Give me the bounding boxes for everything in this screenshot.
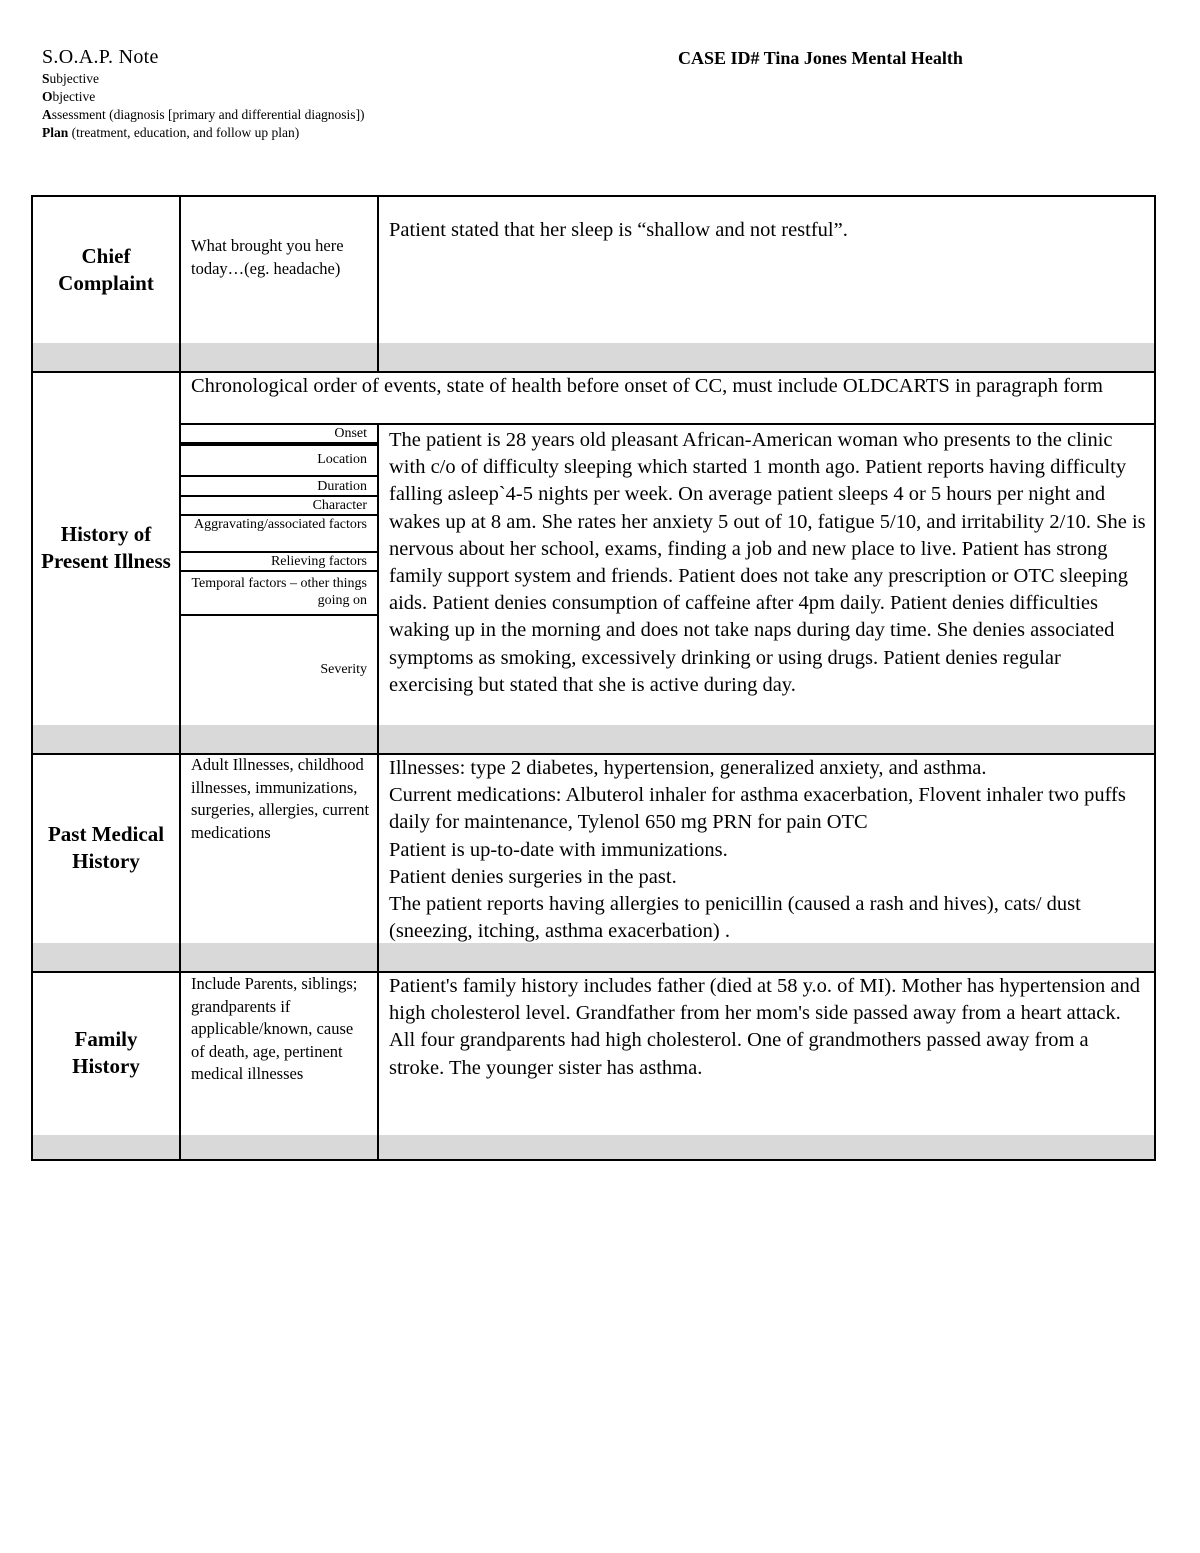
pmh-content xyxy=(389,755,1148,945)
chief-complaint-label: Chief Complaint xyxy=(58,244,154,295)
pmh-line: Patient denies surgeries in the past. xyxy=(389,865,677,888)
family-history-prompt: Include Parents, siblings; grandparents if applicable/known, cause of death, age, pertinent medical illnesses xyxy=(191,974,358,1083)
document-header xyxy=(42,44,1162,154)
case-id: CASE ID# Tina Jones Mental Health xyxy=(678,48,963,68)
soap-table xyxy=(31,195,1156,1161)
oldcarts-temporal: Temporal factors – other things going on xyxy=(191,576,367,608)
oldcarts-location: Location xyxy=(317,452,367,467)
pmh-prompt: Adult Illnesses, childhood illnesses, immunizations, surgeries, allergies, current medications xyxy=(191,755,370,842)
oldcarts-character: Character xyxy=(312,498,367,513)
pmh-line: Current medications: Albuterol inhaler for asthma exacerbation, Flovent inhaler two puffs daily for maintenance, Tylenol 650 mg PRN for pain OTC xyxy=(389,784,1126,834)
hpi-label: History of Present Illness xyxy=(41,522,171,573)
pmh-label: Past Medical History xyxy=(47,822,165,873)
pmh-row xyxy=(33,753,1154,945)
oldcarts-aggravating: Aggravating/associated factors xyxy=(194,517,367,532)
oldcarts-list xyxy=(181,425,379,725)
chief-complaint-content: Patient stated that her sleep is “shallow and not restful”. xyxy=(389,219,848,241)
spacer-row xyxy=(33,343,1154,373)
chief-complaint-row xyxy=(33,197,1154,345)
spacer-row xyxy=(33,943,1154,973)
family-history-content: Patient's family history includes father (died at 58 y.o. of MI). Mother has hypertension and high cholesterol level. Grandfather from her mom's side passed away from a heart attack. All four grandparents had high cholesterol. One of grandmothers passed away from a stroke. The younger sister has asthma. xyxy=(389,975,1141,1079)
family-history-row xyxy=(33,971,1154,1137)
oldcarts-onset: Onset xyxy=(334,426,367,441)
hpi-row xyxy=(33,371,1154,727)
pmh-line: Patient is up-to-date with immunizations. xyxy=(389,838,728,861)
pmh-line: The patient reports having allergies to penicillin (caused a rash and hives), cats/ dust (sneezing, itching, asthma exacerbation) . xyxy=(389,893,1081,943)
document-title: S.O.A.P. Note xyxy=(42,46,159,68)
hpi-instruction: Chronological order of events, state of health before onset of CC, must include OLDCARTS in paragraph form xyxy=(181,371,1154,425)
soap-subjective: Subjective xyxy=(42,71,99,86)
spacer-row xyxy=(33,1135,1154,1159)
spacer-row xyxy=(33,725,1154,755)
chief-complaint-prompt: What brought you here today…(eg. headache) xyxy=(191,236,344,278)
family-history-label: Family History xyxy=(72,1027,140,1078)
oldcarts-severity: Severity xyxy=(320,662,367,677)
oldcarts-duration: Duration xyxy=(317,479,367,494)
oldcarts-relieving: Relieving factors xyxy=(270,554,367,569)
soap-assessment: Assessment (diagnosis [primary and differential diagnosis]) xyxy=(42,107,365,122)
pmh-line: Illnesses: type 2 diabetes, hypertension, generalized anxiety, and asthma. xyxy=(389,757,987,779)
hpi-content: The patient is 28 years old pleasant African-American woman who presents to the clinic with c/o of difficulty sleeping which started 1 month ago. Patient reports having difficulty falling asleep`4-5 nights per week. On average patient sleeps 4 or 5 hours per night and wakes up at 8 am. She rates her anxiety 5 out of 10, fatigue 5/10, and irritability 2/10. She is nervous about her school, exams, finding a job and new place to live. Patient has strong family support system and friends. Patient does not take any prescription or OTC sleeping aids. Patient denies consumption of caffeine after 4pm daily. Patient denies difficulties waking up in the morning and does not take naps during day time. She denies associated symptoms as smoking, excessively drinking or using drugs. Patient denies regular exercising but stated that she is active during day. xyxy=(389,429,1146,696)
soap-legend xyxy=(42,70,365,142)
soap-plan: Plan (treatment, education, and follow up plan) xyxy=(42,125,300,140)
soap-objective: Objective xyxy=(42,89,96,104)
